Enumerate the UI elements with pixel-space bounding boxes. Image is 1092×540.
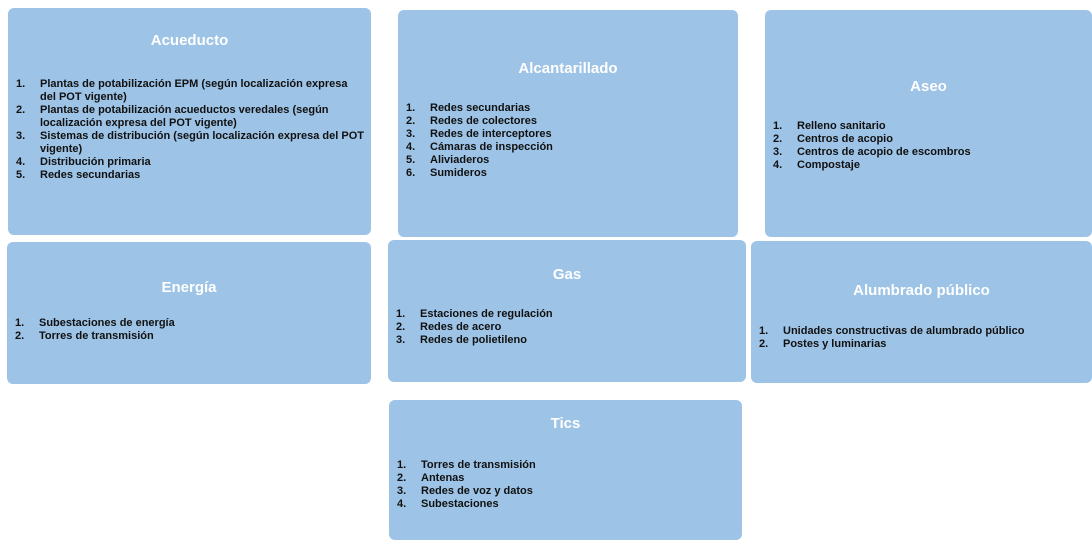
- list-item: [396, 308, 736, 321]
- item-number: 3.: [396, 334, 406, 346]
- list-item: [15, 330, 355, 343]
- list-item: [16, 78, 366, 104]
- card-title: Acueducto: [150, 32, 229, 49]
- item-text: Sumideros: [430, 167, 487, 179]
- item-text: Centros de acopio de escombros: [797, 146, 971, 158]
- item-number: 2.: [773, 133, 783, 145]
- list-item: [397, 485, 727, 498]
- item-list: [773, 120, 1083, 172]
- item-number: 1.: [406, 102, 416, 114]
- item-number: 1.: [759, 325, 769, 337]
- item-text: Redes secundarias: [430, 102, 531, 114]
- card-tics: [389, 400, 742, 540]
- item-number: 1.: [16, 78, 26, 90]
- item-text: Subestaciones: [421, 498, 499, 510]
- card-title: Alumbrado público: [853, 282, 990, 299]
- item-number: 3.: [773, 146, 783, 158]
- card-title: Gas: [552, 266, 582, 283]
- list-item: [406, 141, 726, 154]
- item-text: Redes de polietileno: [420, 334, 527, 346]
- item-text: Redes de colectores: [430, 115, 537, 127]
- list-item: [397, 498, 727, 511]
- list-item: [406, 115, 726, 128]
- item-text: Torres de transmisión: [421, 459, 536, 471]
- card-alumbrado-publico: [751, 241, 1092, 383]
- item-number: 1.: [397, 459, 407, 471]
- item-number: 1.: [773, 120, 783, 132]
- list-item: [16, 130, 366, 156]
- item-list: [759, 325, 1089, 351]
- item-text: Redes de voz y datos: [421, 485, 533, 497]
- item-text: Plantas de potabilización EPM (según localización expresa del POT vigente): [40, 78, 348, 103]
- list-item: [396, 321, 736, 334]
- item-text: Relleno sanitario: [797, 120, 886, 132]
- card-title: Tics: [550, 415, 581, 432]
- item-number: 1.: [15, 317, 25, 329]
- item-text: Redes de interceptores: [430, 128, 552, 140]
- item-number: 1.: [396, 308, 406, 320]
- card-title: Aseo: [910, 78, 947, 95]
- item-number: 2.: [16, 104, 26, 116]
- item-number: 4.: [397, 498, 407, 510]
- list-item: [406, 102, 726, 115]
- item-list: [397, 459, 727, 511]
- item-number: 4.: [406, 141, 416, 153]
- list-item: [16, 156, 366, 169]
- list-item: [759, 338, 1089, 351]
- item-number: 5.: [16, 169, 26, 181]
- item-list: [396, 308, 736, 347]
- item-text: Cámaras de inspección: [430, 141, 553, 153]
- item-text: Unidades constructivas de alumbrado público: [783, 325, 1025, 337]
- item-number: 2.: [406, 115, 416, 127]
- list-item: [406, 167, 726, 180]
- item-number: 3.: [16, 130, 26, 142]
- item-text: Postes y luminarias: [783, 338, 887, 350]
- item-number: 3.: [397, 485, 407, 497]
- item-number: 5.: [406, 154, 416, 166]
- card-acueducto: [8, 8, 371, 235]
- item-number: 2.: [15, 330, 25, 342]
- list-item: [15, 317, 355, 330]
- item-text: Centros de acopio: [797, 133, 893, 145]
- card-aseo: [765, 10, 1092, 237]
- item-list: [16, 78, 366, 182]
- card-title: Energía: [161, 279, 217, 296]
- list-item: [406, 154, 726, 167]
- list-item: [16, 169, 366, 182]
- card-title: Alcantarillado: [518, 60, 618, 77]
- item-text: Redes de acero: [420, 321, 502, 333]
- item-number: 4.: [773, 159, 783, 171]
- item-text: Antenas: [421, 472, 465, 484]
- item-text: Torres de transmisión: [39, 330, 154, 342]
- item-number: 2.: [397, 472, 407, 484]
- item-number: 3.: [406, 128, 416, 140]
- item-text: Redes secundarias: [40, 169, 141, 181]
- item-number: 2.: [759, 338, 769, 350]
- item-text: Sistemas de distribución (según localización expresa del POT vigente): [40, 130, 364, 155]
- item-list: [406, 102, 726, 180]
- item-number: 6.: [406, 167, 416, 179]
- list-item: [16, 104, 366, 130]
- card-gas: [388, 240, 746, 382]
- card-energia: [7, 242, 371, 384]
- list-item: [406, 128, 726, 141]
- item-list: [15, 317, 355, 343]
- item-text: Subestaciones de energía: [39, 317, 175, 329]
- list-item: [396, 334, 736, 347]
- list-item: [759, 325, 1089, 338]
- item-text: Plantas de potabilización acueductos veredales (según localización expresa del POT vigente): [40, 104, 329, 129]
- list-item: [773, 146, 1083, 159]
- item-text: Compostaje: [797, 159, 860, 171]
- card-alcantarillado: [398, 10, 738, 237]
- item-number: 4.: [16, 156, 26, 168]
- list-item: [397, 459, 727, 472]
- list-item: [773, 159, 1083, 172]
- item-text: Estaciones de regulación: [420, 308, 553, 320]
- list-item: [773, 133, 1083, 146]
- list-item: [773, 120, 1083, 133]
- item-text: Distribución primaria: [40, 156, 151, 168]
- item-number: 2.: [396, 321, 406, 333]
- list-item: [397, 472, 727, 485]
- item-text: Aliviaderos: [430, 154, 490, 166]
